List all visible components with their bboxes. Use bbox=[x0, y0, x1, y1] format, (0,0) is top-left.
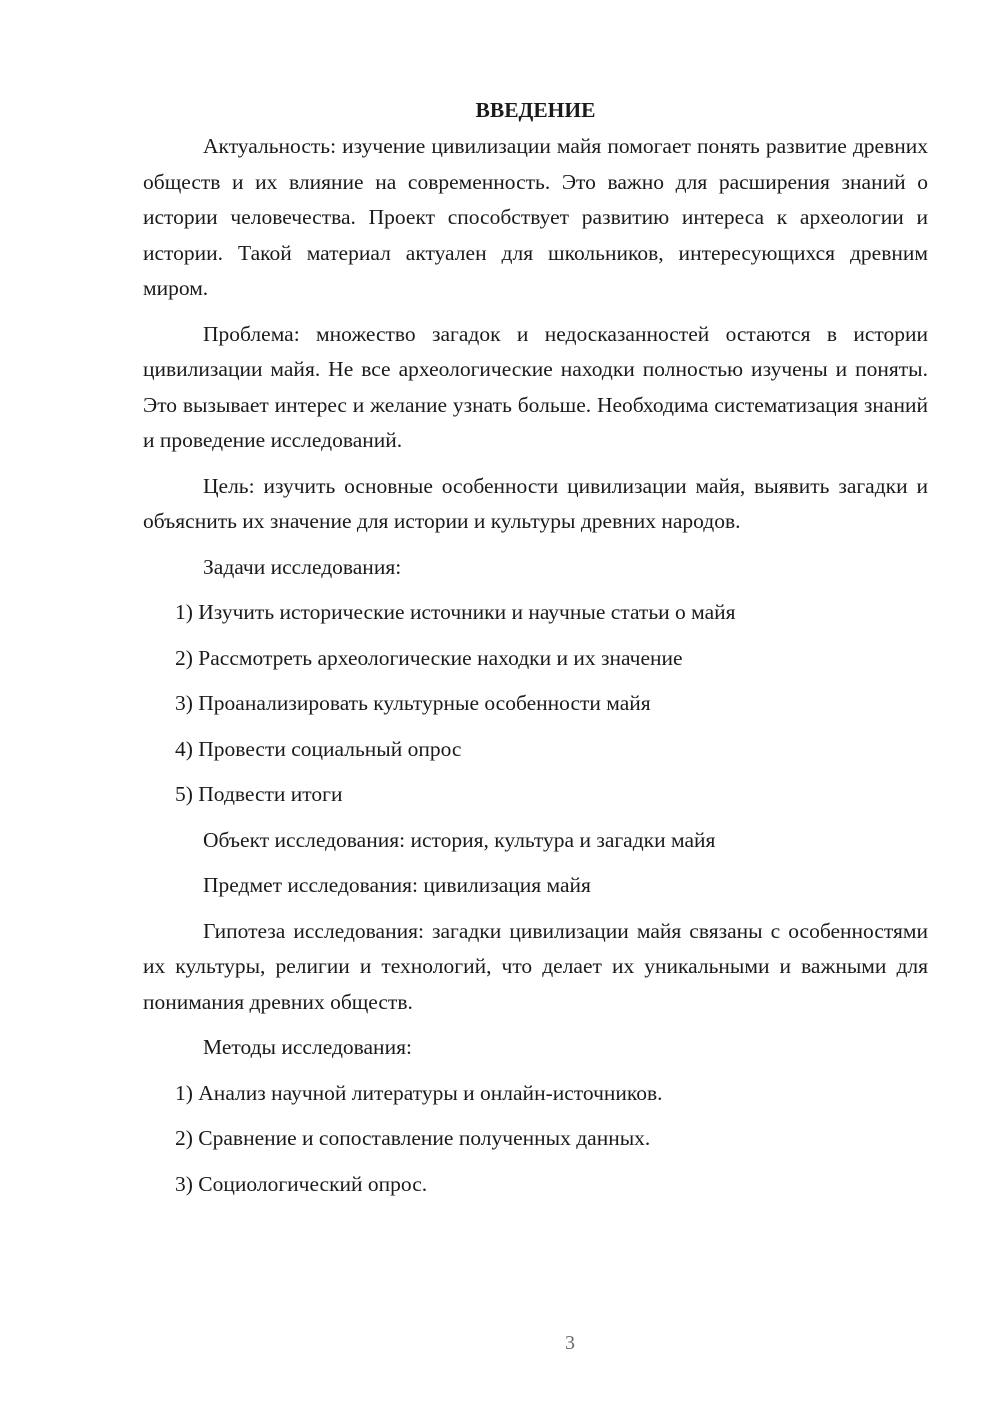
method-item: 3) Социологический опрос. bbox=[175, 1171, 428, 1196]
research-subject: Предмет исследования: цивилизация майя bbox=[203, 873, 591, 897]
method-item: 2) Сравнение и сопоставление полученных данных. bbox=[175, 1126, 651, 1150]
tasks-title: Задачи исследования: bbox=[203, 554, 402, 579]
hypothesis-paragraph: Гипотеза исследования: загадки цивилизации майя связаны с особенностями их культуры, религии и технологий, что делает их уникальными и важными для понимания древних обществ. bbox=[143, 918, 928, 1014]
method-item: 1) Анализ научной литературы и онлайн-источников. bbox=[175, 1080, 663, 1105]
task-item: 3) Проанализировать культурные особенности майя bbox=[175, 691, 651, 715]
task-item: 4) Провести социальный опрос bbox=[175, 736, 462, 761]
task-item: 2) Рассмотреть археологические находки и их значение bbox=[175, 645, 683, 670]
task-item: 1) Изучить исторические источники и научные статьи о майя bbox=[175, 600, 736, 624]
task-item: 5) Подвести итоги bbox=[175, 782, 343, 806]
relevance-paragraph: Актуальность: изучение цивилизации майя помогает понять развитие древних обществ и их влияние на современность. Это важно для расширения знаний о истории человечества. Проект способствует развитию интереса к археологии и истории. Такой материал актуален для школьников, интересующихся древним миром. bbox=[143, 134, 928, 300]
goal-paragraph: Цель: изучить основные особенности цивилизации майя, выявить загадки и объяснить их значение для истории и культуры древних народов. bbox=[143, 473, 928, 533]
research-object: Объект исследования: история, культура и загадки майя bbox=[203, 827, 716, 852]
problem-paragraph: Проблема: множество загадок и недосказанностей остаются в истории цивилизации майя. Не все археологические находки полностью изучены и поняты. Это вызывает интерес и желание узнать больше. Необходима систематизация знаний и проведение исследований. bbox=[143, 321, 928, 452]
methods-title: Методы исследования: bbox=[203, 1035, 412, 1059]
page-number: 3 bbox=[565, 1332, 575, 1354]
page-content bbox=[143, 92, 928, 1212]
section-heading: ВВЕДЕНИЕ bbox=[475, 98, 596, 122]
